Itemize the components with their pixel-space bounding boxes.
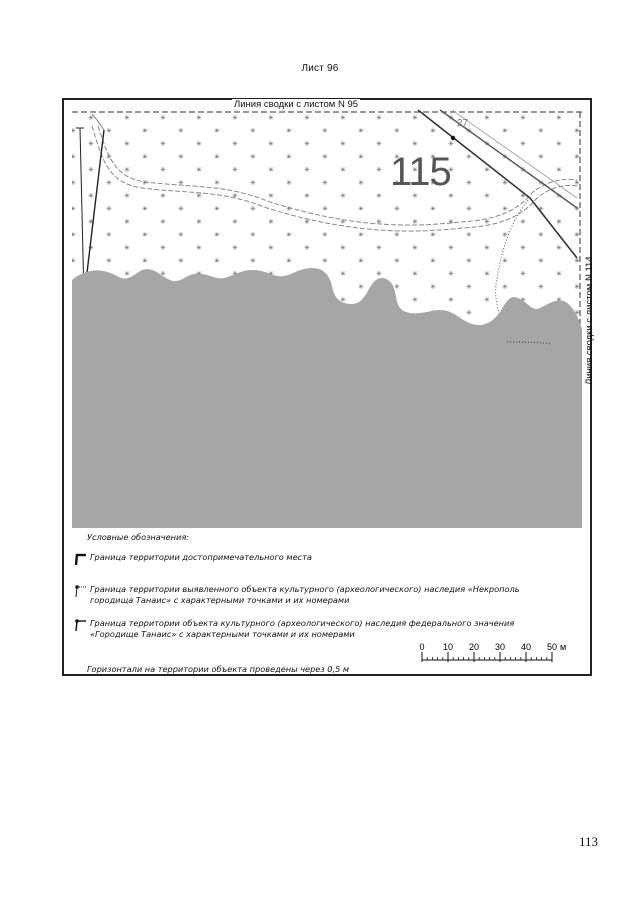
scale-tick-label: 50 (546, 642, 558, 652)
flag-bold-icon (73, 552, 87, 566)
scale-tick-label: 40 (520, 642, 532, 652)
scale-tick-label: 10 (442, 642, 454, 652)
summary-line-label-top: Линия сводки с листом N 95 (234, 99, 359, 110)
scale-tick-label: 20 (468, 642, 480, 652)
contour-note: Горизонтали на территории объекта проведены через 0,5 м (87, 664, 350, 674)
legend-title: Условные обозначения: (87, 532, 190, 542)
summary-line-label-right: Линия сводки с листом N 114 (584, 256, 595, 385)
scale-tick-label: 30 (494, 642, 506, 652)
parcel-number: 115 (390, 150, 451, 194)
page-number: 113 (578, 834, 598, 849)
sheet-title: Лист 96 (301, 63, 339, 74)
scale-bar (414, 638, 594, 668)
scale-unit-label: м (560, 642, 567, 652)
flag-dot-icon (73, 584, 87, 598)
point-number: 27 (457, 118, 469, 129)
flag-outline-icon (73, 618, 87, 632)
scale-tick-label: 0 (419, 642, 425, 652)
